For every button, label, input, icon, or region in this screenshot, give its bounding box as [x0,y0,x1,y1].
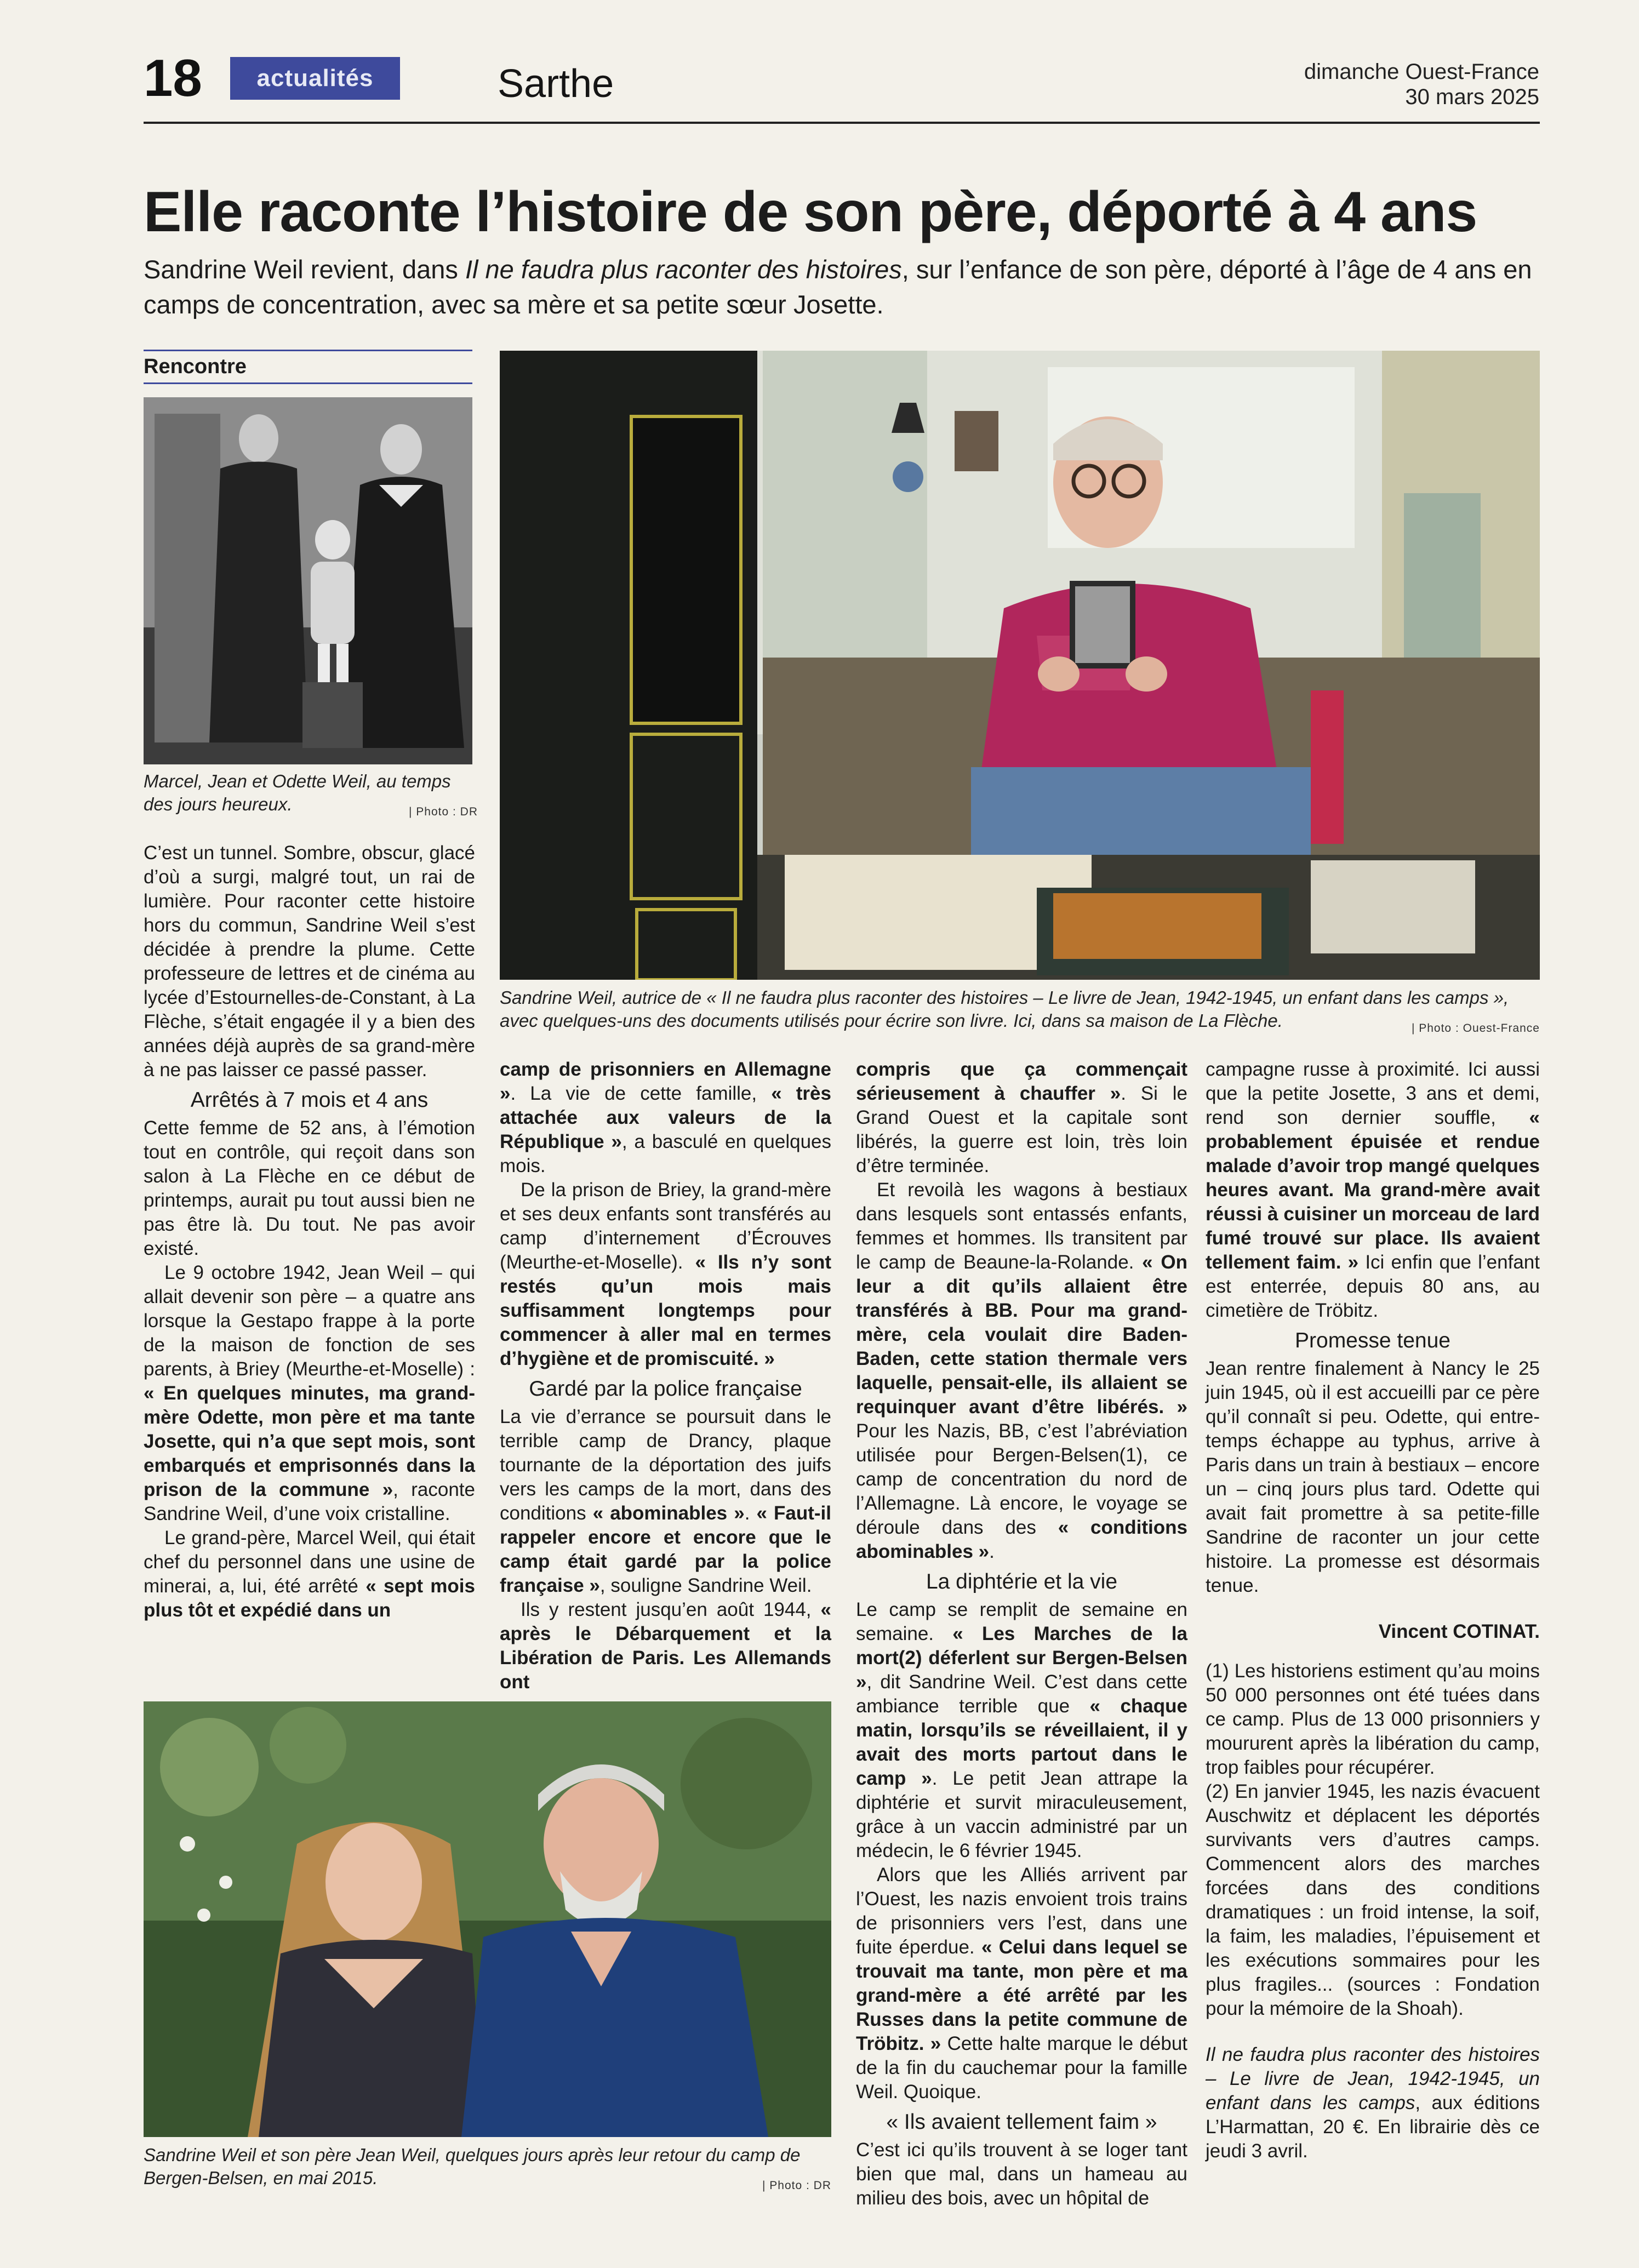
subheading: Gardé par la police française [529,1377,802,1401]
paragraph: Ils y restent jusqu’en août 1944, « après le Débarquement et la Libération de Paris. Les Allemands ont [500,1599,831,1693]
kicker: Rencontre [144,355,247,378]
masthead [1304,59,1539,110]
page-number: 18 [144,49,202,107]
paragraph: Le grand-père, Marcel Weil, qui était chef du personnel dans une usine de minerai, a, lui, été arrêté « sept mois plus tôt et expédié dans un [144,1527,475,1621]
footnote-2: (2) En janvier 1945, les nazis évacuent Auschwitz et déplacent les déportés survivants vers d’autres camps. Commencent alors des marches forcées dans des conditions dramatiques : un froid intense, la soif, la faim, les maladies, l’épuisement et les exécutions sommaires pour les plus fragiles... (sources : Fondation pour la mémoire de la Shoah). [1206,1781,1540,2019]
subheading: « Ils avaient tellement faim » [886,2110,1157,2134]
header-rule [144,122,1540,124]
paragraph: Alors que les Alliés arrivent par l’Ouest, les nazis envoient trois trains de prisonniers vers l’est, dans une fuite éperdue. « Celui dans lequel se trouvait ma tante, mon père et ma grand-mère a été arrêté par les Russes dans la petite commune de Tröbitz. » Cette halte marque le début de la fin du cauchemar pour la famille Weil. Quoique. [856,1864,1188,2103]
paragraph: Jean rentre finalement à Nancy le 25 juin 1945, où il est accueilli par ce père qu’il connaît si peu. Odette, qui entre-temps échappe au typhus, arrive à Paris dans un train à bestiaux – encore un – cinq jours plus tard. Odette qui avait fait promettre à sa petite-fille Sandrine de raconter un jour cette histoire. La promesse est désormais tenue. [1206,1358,1540,1596]
section-tag: actualités [230,57,400,100]
article-column-1 [144,841,475,1623]
main-photo-caption: Sandrine Weil, autrice de « Il ne faudra plus raconter des histoires – Le livre de Jean, 1942-1945, un enfant dans les camps », avec quelques-uns des documents utilisés pour écrire son livre. Ici, dans sa maison de La Flèche. | Photo : Ouest-France [500,986,1540,1040]
book-title-inline: Il ne faudra plus raconter des histoires [465,255,902,284]
byline: Vincent COTINAT. [1378,1621,1540,1642]
paragraph: La vie d’errance se poursuit dans le terrible camp de Drancy, plaque tournante de la déportation des juifs vers les camps de la mort, dans des conditions « abominables ». « Faut-il rappeler encore et encore que le camp était gardé par la police française », souligne Sandrine Weil. [500,1406,831,1596]
subheading: Arrêtés à 7 mois et 4 ans [190,1088,429,1112]
photo-credit: | Photo : DR [408,805,478,818]
paragraph: C’est ici qu’ils trouvent à se loger tant bien que mal, dans un hameau au milieu des bois, avec un hôpital de [856,2139,1187,2209]
article-column-2 [500,1058,831,1694]
subheading: Promesse tenue [1295,1329,1450,1352]
paragraph: Le camp se remplit de semaine en semaine. « Les Marches de la mort(2) déferlent sur Bergen-Belsen », dit Sandrine Weil. C’est dans cette ambiance terrible que « chaque matin, lorsqu’ils se réveillaient, il y avait des morts partout dans le camp ». Le petit Jean attrape la diphtérie et survit miraculeusement, grâce à un vaccin administré par un médecin, le 6 février 1945. [856,1599,1187,1861]
family-photo-caption: Marcel, Jean et Odette Weil, au temps des jours heureux. | Photo : DR [144,770,478,824]
photo-credit: | Photo : DR [762,2179,831,2192]
paragraph: camp de prisonniers en Allemagne ». La vie de cette famille, « très attachée aux valeurs de la République », a basculé en quelques mois. [500,1059,831,1176]
duo-photo [144,1701,831,2137]
book-info: Il ne faudra plus raconter des histoires – Le livre de Jean, 1942-1945, un enfant dans les camps, aux éditions L’Harmattan, 20 €. En librairie dès ce jeudi 3 avril. [1206,2044,1540,2162]
masthead-date: 30 mars 2025 [1405,85,1539,109]
article-lede: Sandrine Weil revient, dans Il ne faudra plus raconter des histoires, sur l’enfance de son père, déporté à l’âge de 4 ans en camps de concentration, avec sa mère et sa petite sœur Josette. [144,255,1532,319]
paragraph: campagne russe à proximité. Ici aussi que la petite Josette, 3 ans et demi, rend son dernier souffle, « probablement épuisée et rendue malade d’avoir trop mangé quelques heures avant. Ma grand-mère avait réussi à cuisiner un morceau de lard fumé trouvé sur place. Ils avaient tellement faim. » Ici enfin que l’enfant est enterrée, depuis 80 ans, au cimetière de Tröbitz. [1206,1059,1540,1321]
kicker-underline [144,382,472,384]
duo-photo-caption: Sandrine Weil et son père Jean Weil, quelques jours après leur retour du camp de Bergen-Belsen, en mai 2015. | Photo : DR [144,2144,831,2197]
article-column-4 [1206,1058,1540,2163]
kicker-rule [144,350,472,351]
family-photo [144,397,472,764]
region-title: Sarthe [498,62,614,106]
paragraph: Et revoilà les wagons à bestiaux dans lesquels sont entassés enfants, femmes et hommes. Ils transitent par le camp de Beaune-la-Rolande. « On leur a dit qu’ils allaient être transférés à BB. Pour ma grand-mère, cela voulait dire Baden-Baden, cette station thermale vers laquelle, pensait-elle, ils allaient se requinquer avant d’être libérés. » Pour les Nazis, BB, c’est l’abréviation utilisée pour Bergen-Belsen(1), ce camp de concentration du nord de l’Allemagne. Là encore, le voyage se déroule dans des « conditions abominables ». [856,1179,1187,1562]
article-column-3 [856,1058,1187,2210]
photo-credit: | Photo : Ouest-France [1411,1022,1540,1035]
paragraph: C’est un tunnel. Sombre, obscur, glacé d’où a surgi, malgré tout, un rai de lumière. Pour raconter cette histoire hors du commun, Sandrine Weil s’est décidée à prendre la plume. Cette professeure de lettres et de cinéma au lycée d’Estournelles-de-Constant, à La Flèche, s’était engagée il y a bien des années déjà auprès de sa grand-mère à ne pas laisser ce passé passer. [144,842,475,1081]
subheading: La diphtérie et la vie [926,1570,1118,1593]
main-photo [500,351,1540,980]
paragraph: De la prison de Briey, la grand-mère et ses deux enfants sont transférés au camp d’internement d’Écrouves (Meurthe-et-Moselle). « Ils n’y sont restés qu’un mois mais suffisamment longtemps pour commencer à aller mal en termes d’hygiène et de promiscuité. » [500,1179,832,1369]
masthead-paper: dimanche Ouest-France [1304,60,1539,84]
footnote-1: (1) Les historiens estiment qu’au moins 50 000 personnes ont été tuées dans ce camp. Plus de 13 000 prisonniers y moururent après la libération du camp, trop faibles pour récupérer. [1206,1660,1540,1778]
paragraph: Le 9 octobre 1942, Jean Weil – qui allait devenir son père – a quatre ans lorsque la Gestapo frappe à la porte de la maison de fonction de ses parents, à Briey (Meurthe-et-Moselle) : « En quelques minutes, ma grand-mère Odette, mon père et ma tante Josette, qui n’a que sept mois, sont embarqués et emprisonnés dans la prison de la commune », raconte Sandrine Weil, d’une voix cristalline. [144,1262,475,1524]
article-headline: Elle raconte l’histoire de son père, déporté à 4 ans [144,180,1477,244]
paragraph: Cette femme de 52 ans, à l’émotion tout en contrôle, qui reçoit dans son salon à La Flèche en ce début de printemps, aurait pu tout aussi bien ne pas être là. Du tout. Ne pas avoir existé. [144,1117,475,1259]
paragraph: compris que ça commençait sérieusement à chauffer ». Si le Grand Ouest et la capitale sont libérés, la guerre est loin, très loin d’être terminée. [856,1059,1187,1176]
